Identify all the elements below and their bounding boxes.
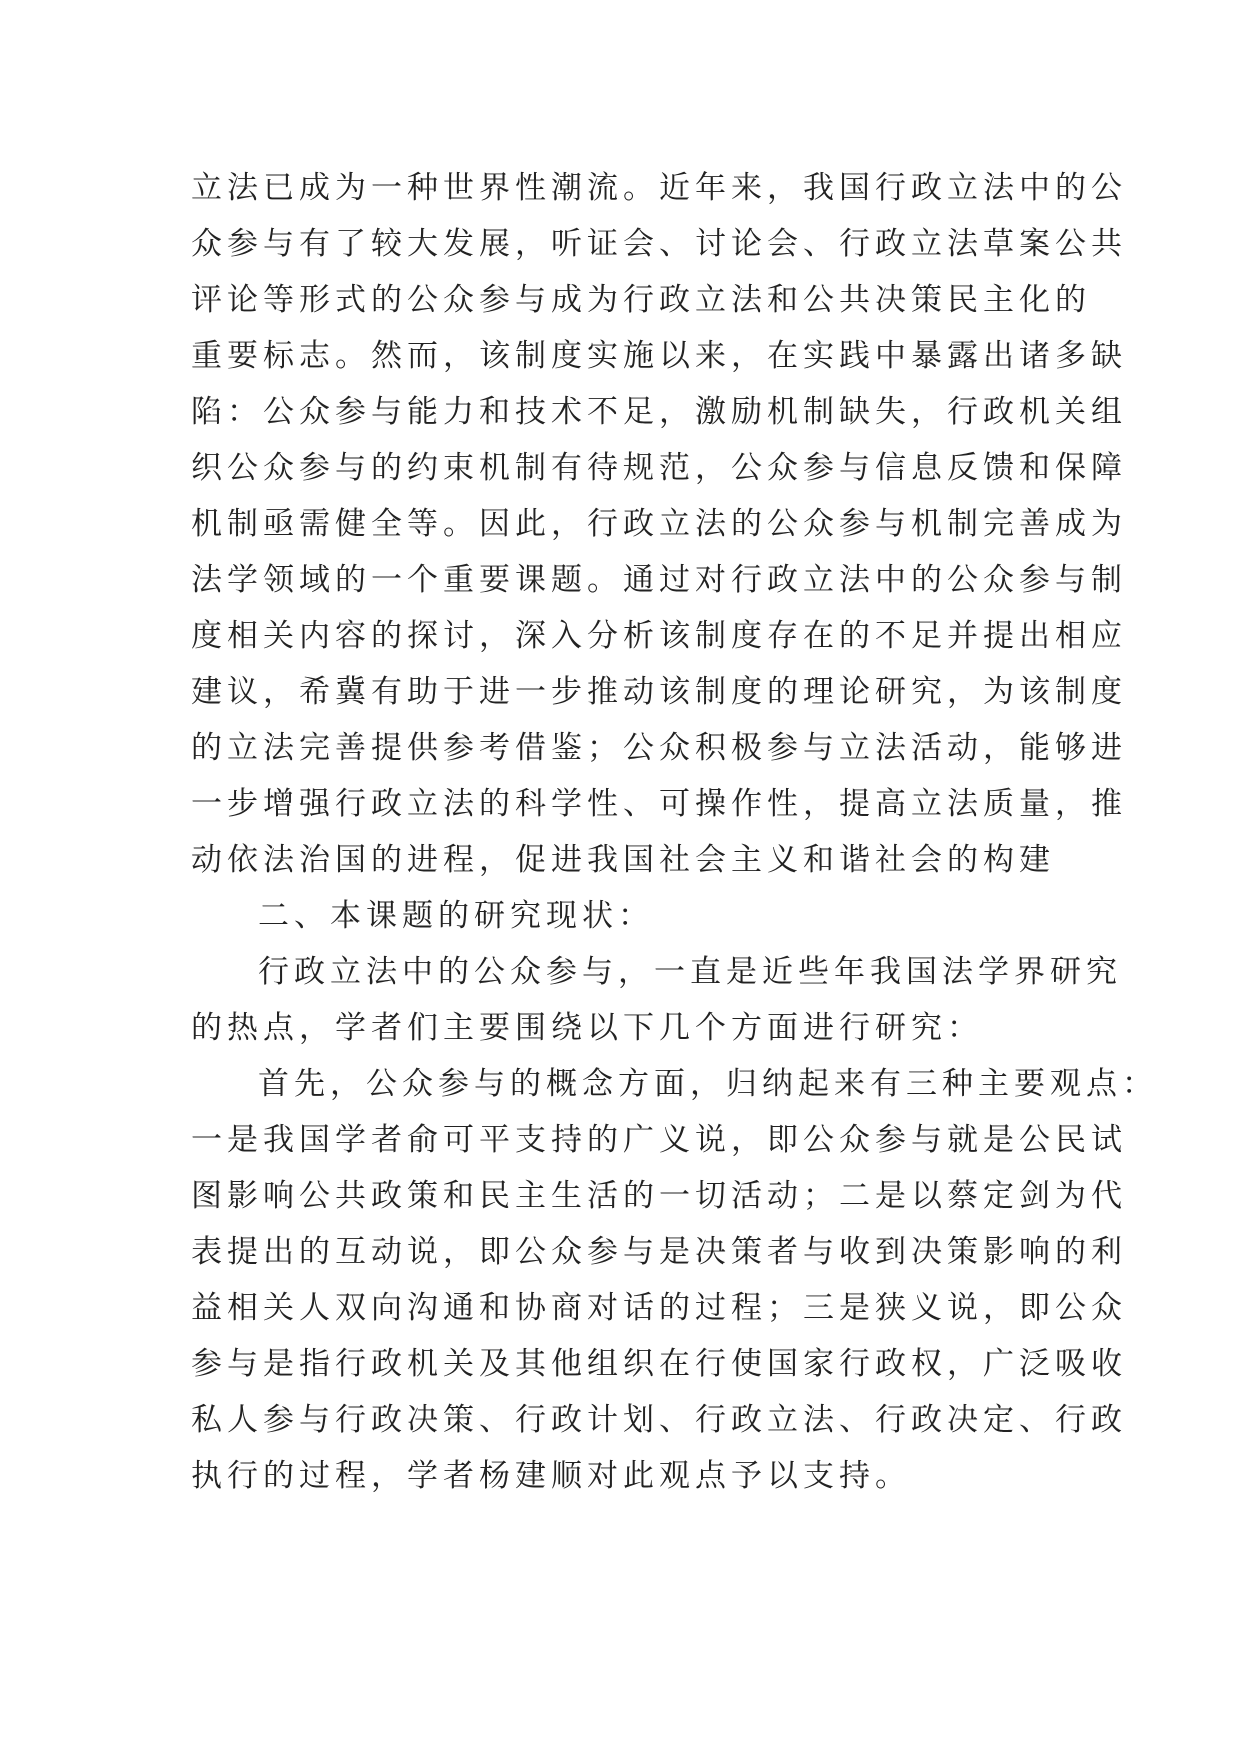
text-line: 表提出的互动说，即公众参与是决策者与收到决策影响的利: [191, 1234, 1127, 1270]
text-line: 首先，公众参与的概念方面，归纳起来有三种主要观点：: [258, 1066, 1158, 1102]
text-line: 的热点，学者们主要围绕以下几个方面进行研究：: [191, 1010, 983, 1046]
text-line: 一是我国学者俞可平支持的广义说，即公众参与就是公民试: [191, 1122, 1127, 1158]
text-line: 织公众参与的约束机制有待规范，公众参与信息反馈和保障: [191, 450, 1127, 486]
text-line: 建议，希冀有助于进一步推动该制度的理论研究，为该制度: [191, 674, 1127, 710]
text-line: 的立法完善提供参考借鉴；公众积极参与立法活动，能够进: [191, 730, 1127, 766]
text-line: 评论等形式的公众参与成为行政立法和公共决策民主化的: [191, 282, 1091, 318]
text-line: 执行的过程，学者杨建顺对此观点予以支持。: [191, 1458, 911, 1494]
section-heading: 二、本课题的研究现状：: [258, 898, 654, 934]
body-text: [191, 160, 1158, 1504]
text-line: 图影响公共政策和民主生活的一切活动；二是以蔡定剑为代: [191, 1178, 1127, 1214]
text-line: 私人参与行政决策、行政计划、行政立法、行政决定、行政: [191, 1402, 1127, 1438]
text-line: 陷：公众参与能力和技术不足，激励机制缺失，行政机关组: [191, 394, 1127, 430]
text-line: 机制亟需健全等。因此，行政立法的公众参与机制完善成为: [191, 506, 1127, 542]
text-line: 众参与有了较大发展，听证会、讨论会、行政立法草案公共: [191, 226, 1127, 262]
text-line: 重要标志。然而，该制度实施以来，在实践中暴露出诸多缺: [191, 338, 1127, 374]
text-line: 参与是指行政机关及其他组织在行使国家行政权，广泛吸收: [191, 1346, 1127, 1382]
text-line: 立法已成为一种世界性潮流。近年来，我国行政立法中的公: [191, 170, 1127, 206]
text-line: 一步增强行政立法的科学性、可操作性，提高立法质量，推: [191, 786, 1127, 822]
text-line: 动依法治国的进程，促进我国社会主义和谐社会的构建: [191, 842, 1055, 878]
text-line: 度相关内容的探讨，深入分析该制度存在的不足并提出相应: [191, 618, 1127, 654]
text-line: 法学领域的一个重要课题。通过对行政立法中的公众参与制: [191, 562, 1127, 598]
text-line: 益相关人双向沟通和协商对话的过程；三是狭义说，即公众: [191, 1290, 1127, 1326]
text-line: 行政立法中的公众参与，一直是近些年我国法学界研究: [258, 954, 1122, 990]
